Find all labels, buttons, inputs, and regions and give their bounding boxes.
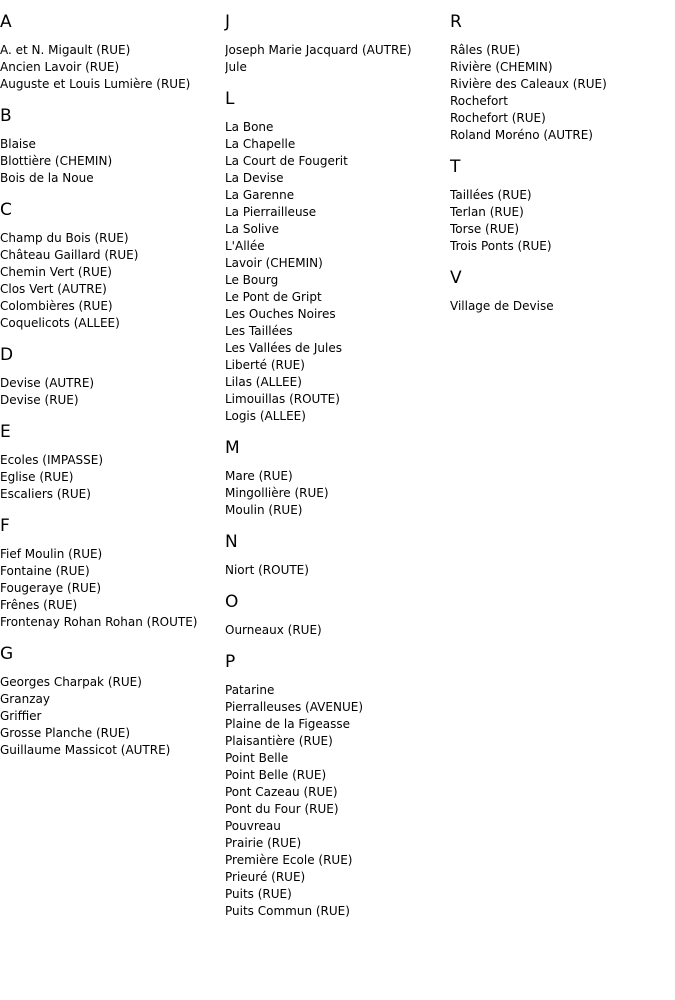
street-name: Logis (ALLEE) xyxy=(225,409,306,423)
street-name: Ourneaux (RUE) xyxy=(225,623,322,637)
street-name: Chemin Vert (RUE) xyxy=(0,265,112,279)
letter-section xyxy=(0,12,225,93)
section-letter-heading: F xyxy=(0,516,10,536)
street-name: Jule xyxy=(225,60,247,74)
section-letter-heading: E xyxy=(0,422,11,442)
street-name: A. et N. Migault (RUE) xyxy=(0,43,131,57)
street-list xyxy=(225,682,450,920)
letter-section xyxy=(450,268,675,315)
letter-section xyxy=(0,345,225,409)
street-name: Terlan (RUE) xyxy=(450,205,524,219)
section-letter-heading: C xyxy=(0,200,12,220)
street-name: Devise (RUE) xyxy=(0,393,79,407)
street-name: Limouillas (ROUTE) xyxy=(225,392,340,406)
street-name: Liberté (RUE) xyxy=(225,358,305,372)
street-name: Patarine xyxy=(225,683,275,697)
street-name: La Chapelle xyxy=(225,137,296,151)
street-name: Lilas (ALLEE) xyxy=(225,375,302,389)
street-name: Colombières (RUE) xyxy=(0,299,113,313)
street-list xyxy=(225,42,450,76)
letter-section xyxy=(0,422,225,503)
section-letter-heading: N xyxy=(225,532,238,552)
street-list xyxy=(225,562,450,579)
street-name: Rivière (CHEMIN) xyxy=(450,60,553,74)
street-name: Coquelicots (ALLEE) xyxy=(0,316,120,330)
street-name: Les Ouches Noires xyxy=(225,307,336,321)
index-column-1 xyxy=(0,0,225,772)
street-name: Guillaume Massicot (AUTRE) xyxy=(0,743,171,757)
street-name: Devise (AUTRE) xyxy=(0,376,95,390)
street-name: Pouvreau xyxy=(225,819,281,833)
street-name: Point Belle xyxy=(225,751,289,765)
street-name: Château Gaillard (RUE) xyxy=(0,248,139,262)
letter-section xyxy=(0,644,225,759)
letter-section xyxy=(225,592,450,639)
street-list xyxy=(0,674,225,759)
street-name: Granzay xyxy=(0,692,50,706)
street-name: Mare (RUE) xyxy=(225,469,293,483)
street-name: La Pierrailleuse xyxy=(225,205,317,219)
street-name: Pierralleuses (AVENUE) xyxy=(225,700,363,714)
letter-section xyxy=(450,157,675,255)
street-name: Taillées (RUE) xyxy=(450,188,532,202)
street-list xyxy=(0,452,225,503)
street-name: Le Pont de Gript xyxy=(225,290,322,304)
street-name: Point Belle (RUE) xyxy=(225,768,327,782)
letter-section xyxy=(225,12,450,76)
street-name: Plaisantière (RUE) xyxy=(225,734,333,748)
street-list xyxy=(0,230,225,332)
street-name: Prairie (RUE) xyxy=(225,836,302,850)
street-name: Le Bourg xyxy=(225,273,279,287)
street-name: Georges Charpak (RUE) xyxy=(0,675,142,689)
street-list xyxy=(225,468,450,519)
street-name: La Solive xyxy=(225,222,279,236)
section-letter-heading: J xyxy=(225,12,231,32)
section-letter-heading: V xyxy=(450,268,462,288)
street-name: Grosse Planche (RUE) xyxy=(0,726,131,740)
letter-section xyxy=(225,89,450,425)
street-list xyxy=(0,42,225,93)
street-name: Prieuré (RUE) xyxy=(225,870,306,884)
street-name: Puits (RUE) xyxy=(225,887,292,901)
section-letter-heading: L xyxy=(225,89,235,109)
street-list xyxy=(450,298,675,315)
letter-section xyxy=(225,438,450,519)
street-name: Fief Moulin (RUE) xyxy=(0,547,103,561)
street-name: L'Allée xyxy=(225,239,265,253)
index-column-3 xyxy=(450,0,675,328)
street-name: Râles (RUE) xyxy=(450,43,521,57)
street-name: Fougeraye (RUE) xyxy=(0,581,102,595)
street-name: Blottière (CHEMIN) xyxy=(0,154,113,168)
street-list xyxy=(0,136,225,187)
street-name: Moulin (RUE) xyxy=(225,503,303,517)
street-name: Rochefort (RUE) xyxy=(450,111,546,125)
street-name: Niort (ROUTE) xyxy=(225,563,309,577)
street-name: Pont du Four (RUE) xyxy=(225,802,339,816)
street-name: Champ du Bois (RUE) xyxy=(0,231,129,245)
street-name: Griffier xyxy=(0,709,42,723)
street-name: Torse (RUE) xyxy=(450,222,520,236)
street-name: Fontaine (RUE) xyxy=(0,564,90,578)
section-letter-heading: T xyxy=(450,157,461,177)
section-letter-heading: A xyxy=(0,12,12,32)
street-name: Rivière des Caleaux (RUE) xyxy=(450,77,607,91)
street-name: Puits Commun (RUE) xyxy=(225,904,350,918)
index-column-2 xyxy=(225,0,450,933)
letter-section xyxy=(0,200,225,332)
section-letter-heading: G xyxy=(0,644,14,664)
street-name: La Devise xyxy=(225,171,284,185)
street-name: Escaliers (RUE) xyxy=(0,487,91,501)
street-name: Mingollière (RUE) xyxy=(225,486,329,500)
street-name: Clos Vert (AUTRE) xyxy=(0,282,107,296)
street-name: Joseph Marie Jacquard (AUTRE) xyxy=(225,43,412,57)
street-name: Village de Devise xyxy=(450,299,554,313)
letter-section xyxy=(0,106,225,187)
street-list xyxy=(0,546,225,631)
street-name: Plaine de la Figeasse xyxy=(225,717,350,731)
street-name: Pont Cazeau (RUE) xyxy=(225,785,338,799)
section-letter-heading: O xyxy=(225,592,239,612)
street-name: Les Taillées xyxy=(225,324,293,338)
street-name: Ancien Lavoir (RUE) xyxy=(0,60,120,74)
section-letter-heading: B xyxy=(0,106,12,126)
street-name: Blaise xyxy=(0,137,36,151)
street-name: Bois de la Noue xyxy=(0,171,94,185)
street-name: La Court de Fougerit xyxy=(225,154,348,168)
letter-section xyxy=(0,516,225,631)
section-letter-heading: D xyxy=(0,345,14,365)
street-name: La Garenne xyxy=(225,188,295,202)
street-list xyxy=(450,42,675,144)
section-letter-heading: R xyxy=(450,12,462,32)
street-list xyxy=(225,622,450,639)
street-name: Ecoles (IMPASSE) xyxy=(0,453,104,467)
street-name: Lavoir (CHEMIN) xyxy=(225,256,323,270)
letter-section xyxy=(450,12,675,144)
section-letter-heading: P xyxy=(225,652,236,672)
letter-section xyxy=(225,532,450,579)
street-name: Première Ecole (RUE) xyxy=(225,853,353,867)
street-name: Frontenay Rohan Rohan (ROUTE) xyxy=(0,615,198,629)
street-list xyxy=(450,187,675,255)
street-name: Rochefort xyxy=(450,94,508,108)
street-list xyxy=(0,375,225,409)
street-name: Trois Ponts (RUE) xyxy=(450,239,552,253)
street-name: La Bone xyxy=(225,120,274,134)
section-letter-heading: M xyxy=(225,438,240,458)
street-name: Frênes (RUE) xyxy=(0,598,78,612)
street-list xyxy=(225,119,450,425)
street-name: Eglise (RUE) xyxy=(0,470,74,484)
street-name: Les Vallées de Jules xyxy=(225,341,342,355)
street-name: Auguste et Louis Lumière (RUE) xyxy=(0,77,191,91)
street-name: Roland Moréno (AUTRE) xyxy=(450,128,593,142)
letter-section xyxy=(225,652,450,920)
